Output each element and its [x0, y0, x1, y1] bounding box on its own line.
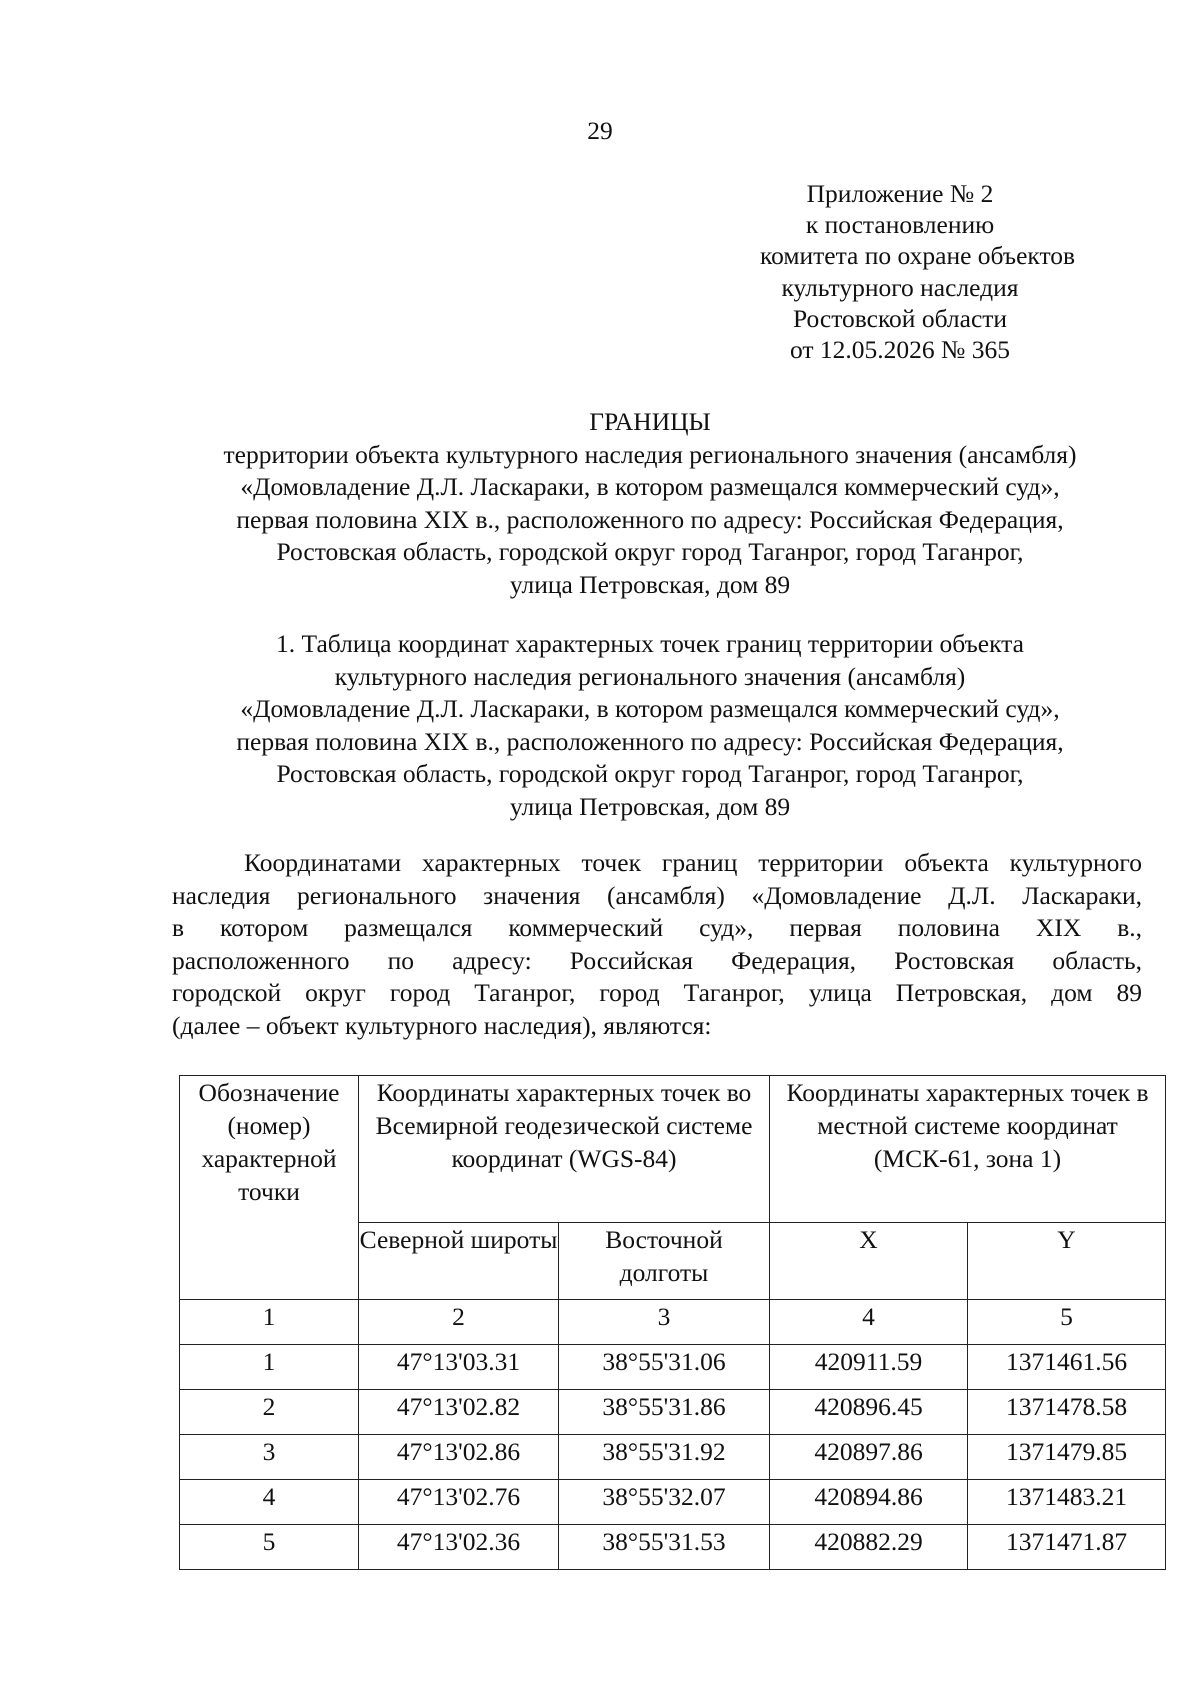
appendix-line: комитета по охране объектов — [760, 241, 1076, 271]
cell-longitude: 38°55'31.92 — [559, 1435, 770, 1480]
table-row — [180, 1345, 1166, 1390]
cell-point: 3 — [180, 1435, 359, 1480]
table-header-row — [180, 1076, 1166, 1223]
appendix-line: Приложение № 2 — [806, 179, 994, 208]
column-number: 2 — [359, 1300, 559, 1345]
table-row — [180, 1480, 1166, 1525]
cell-latitude: 47°13'02.76 — [359, 1480, 559, 1525]
appendix-line: Ростовской области — [792, 303, 1008, 333]
column-number-row — [180, 1300, 1166, 1345]
header-designation: Обозначение (номер) характерной точки — [180, 1076, 359, 1300]
appendix-line: от 12.05.2026 № 365 — [789, 335, 1010, 365]
cell-latitude: 47°13'03.31 — [359, 1345, 559, 1390]
cell-x: 420897.86 — [770, 1435, 968, 1480]
cell-latitude: 47°13'02.82 — [359, 1390, 559, 1435]
title-line: территории объекта культурного наследия регионального значения (ансамбля) — [223, 439, 1077, 469]
title-line: первая половина XIX в., расположенного по адресу: Российская Федерация, — [236, 504, 1064, 534]
appendix-line: культурного наследия — [781, 272, 1019, 302]
cell-y: 1371461.56 — [968, 1345, 1166, 1390]
page-number: 29 — [587, 116, 613, 145]
cell-point: 1 — [180, 1345, 359, 1390]
header-x: X — [770, 1223, 968, 1300]
header-wgs84: Координаты характерных точек во Всемирной геодезической системе координат (WGS-84) — [359, 1076, 770, 1223]
column-number: 3 — [559, 1300, 770, 1345]
cell-latitude: 47°13'02.86 — [359, 1435, 559, 1480]
table-row — [180, 1390, 1166, 1435]
paragraph-line: (далее – объект культурного наследия), являются: — [172, 1010, 712, 1040]
cell-y: 1371478.58 — [968, 1390, 1166, 1435]
header-msk61: Координаты характерных точек в местной системе координат (МСК-61, зона 1) — [770, 1076, 1166, 1223]
section-line: Ростовская область, городской округ город Таганрог, город Таганрог, — [276, 759, 1024, 788]
appendix-line: к постановлению — [805, 210, 995, 240]
paragraph-line: городской округ город Таганрог, город Таганрог, улица Петровская, дом 89 — [172, 978, 1142, 1007]
section-heading — [160, 628, 1140, 823]
paragraph-line: Координатами характерных точек границ территории объекта культурного — [244, 848, 1142, 877]
cell-longitude: 38°55'31.86 — [559, 1390, 770, 1435]
body-paragraph — [172, 847, 1142, 1042]
cell-y: 1371483.21 — [968, 1480, 1166, 1525]
cell-longitude: 38°55'31.06 — [559, 1345, 770, 1390]
cell-point: 5 — [180, 1525, 359, 1570]
title-line: Ростовская область, городской округ город Таганрог, город Таганрог, — [276, 537, 1024, 566]
column-number: 5 — [968, 1300, 1166, 1345]
cell-y: 1371471.87 — [968, 1525, 1166, 1570]
section-line: культурного наследия регионального значения (ансамбля) — [334, 661, 966, 691]
section-line: «Домовладение Д.Л. Ласкараки, в котором размещался коммерческий суд», — [240, 694, 1060, 723]
title-line: «Домовладение Д.Л. Ласкараки, в котором размещался коммерческий суд», — [240, 472, 1060, 501]
document-title — [160, 406, 1140, 601]
cell-point: 4 — [180, 1480, 359, 1525]
table-row — [180, 1525, 1166, 1570]
section-line: первая половина XIX в., расположенного по адресу: Российская Федерация, — [236, 726, 1064, 756]
column-number: 4 — [770, 1300, 968, 1345]
cell-x: 420896.45 — [770, 1390, 968, 1435]
title-line: улица Петровская, дом 89 — [509, 569, 791, 599]
cell-latitude: 47°13'02.36 — [359, 1525, 559, 1570]
column-number: 1 — [180, 1300, 359, 1345]
cell-point: 2 — [180, 1390, 359, 1435]
cell-longitude: 38°55'32.07 — [559, 1480, 770, 1525]
appendix-block — [760, 178, 1076, 365]
header-y: Y — [968, 1223, 1166, 1300]
table-row — [180, 1435, 1166, 1480]
section-line: 1. Таблица координат характерных точек границ территории объекта — [276, 629, 1024, 658]
cell-longitude: 38°55'31.53 — [559, 1525, 770, 1570]
paragraph-line: расположенного по адресу: Российская Федерация, Ростовская область, — [172, 945, 1142, 975]
cell-x: 420882.29 — [770, 1525, 968, 1570]
header-north-latitude: Северной широты — [359, 1223, 559, 1300]
section-line: улица Петровская, дом 89 — [509, 791, 791, 821]
cell-x: 420911.59 — [770, 1345, 968, 1390]
paragraph-line: наследия регионального значения (ансамбля) «Домовладение Д.Л. Ласкараки, — [172, 880, 1142, 910]
title-heading: ГРАНИЦЫ — [589, 407, 711, 436]
header-east-longitude: Восточной долготы — [559, 1223, 770, 1300]
cell-x: 420894.86 — [770, 1480, 968, 1525]
paragraph-line: в котором размещался коммерческий суд», первая половина XIX в., — [172, 913, 1142, 942]
coordinates-table — [179, 1075, 1166, 1570]
cell-y: 1371479.85 — [968, 1435, 1166, 1480]
